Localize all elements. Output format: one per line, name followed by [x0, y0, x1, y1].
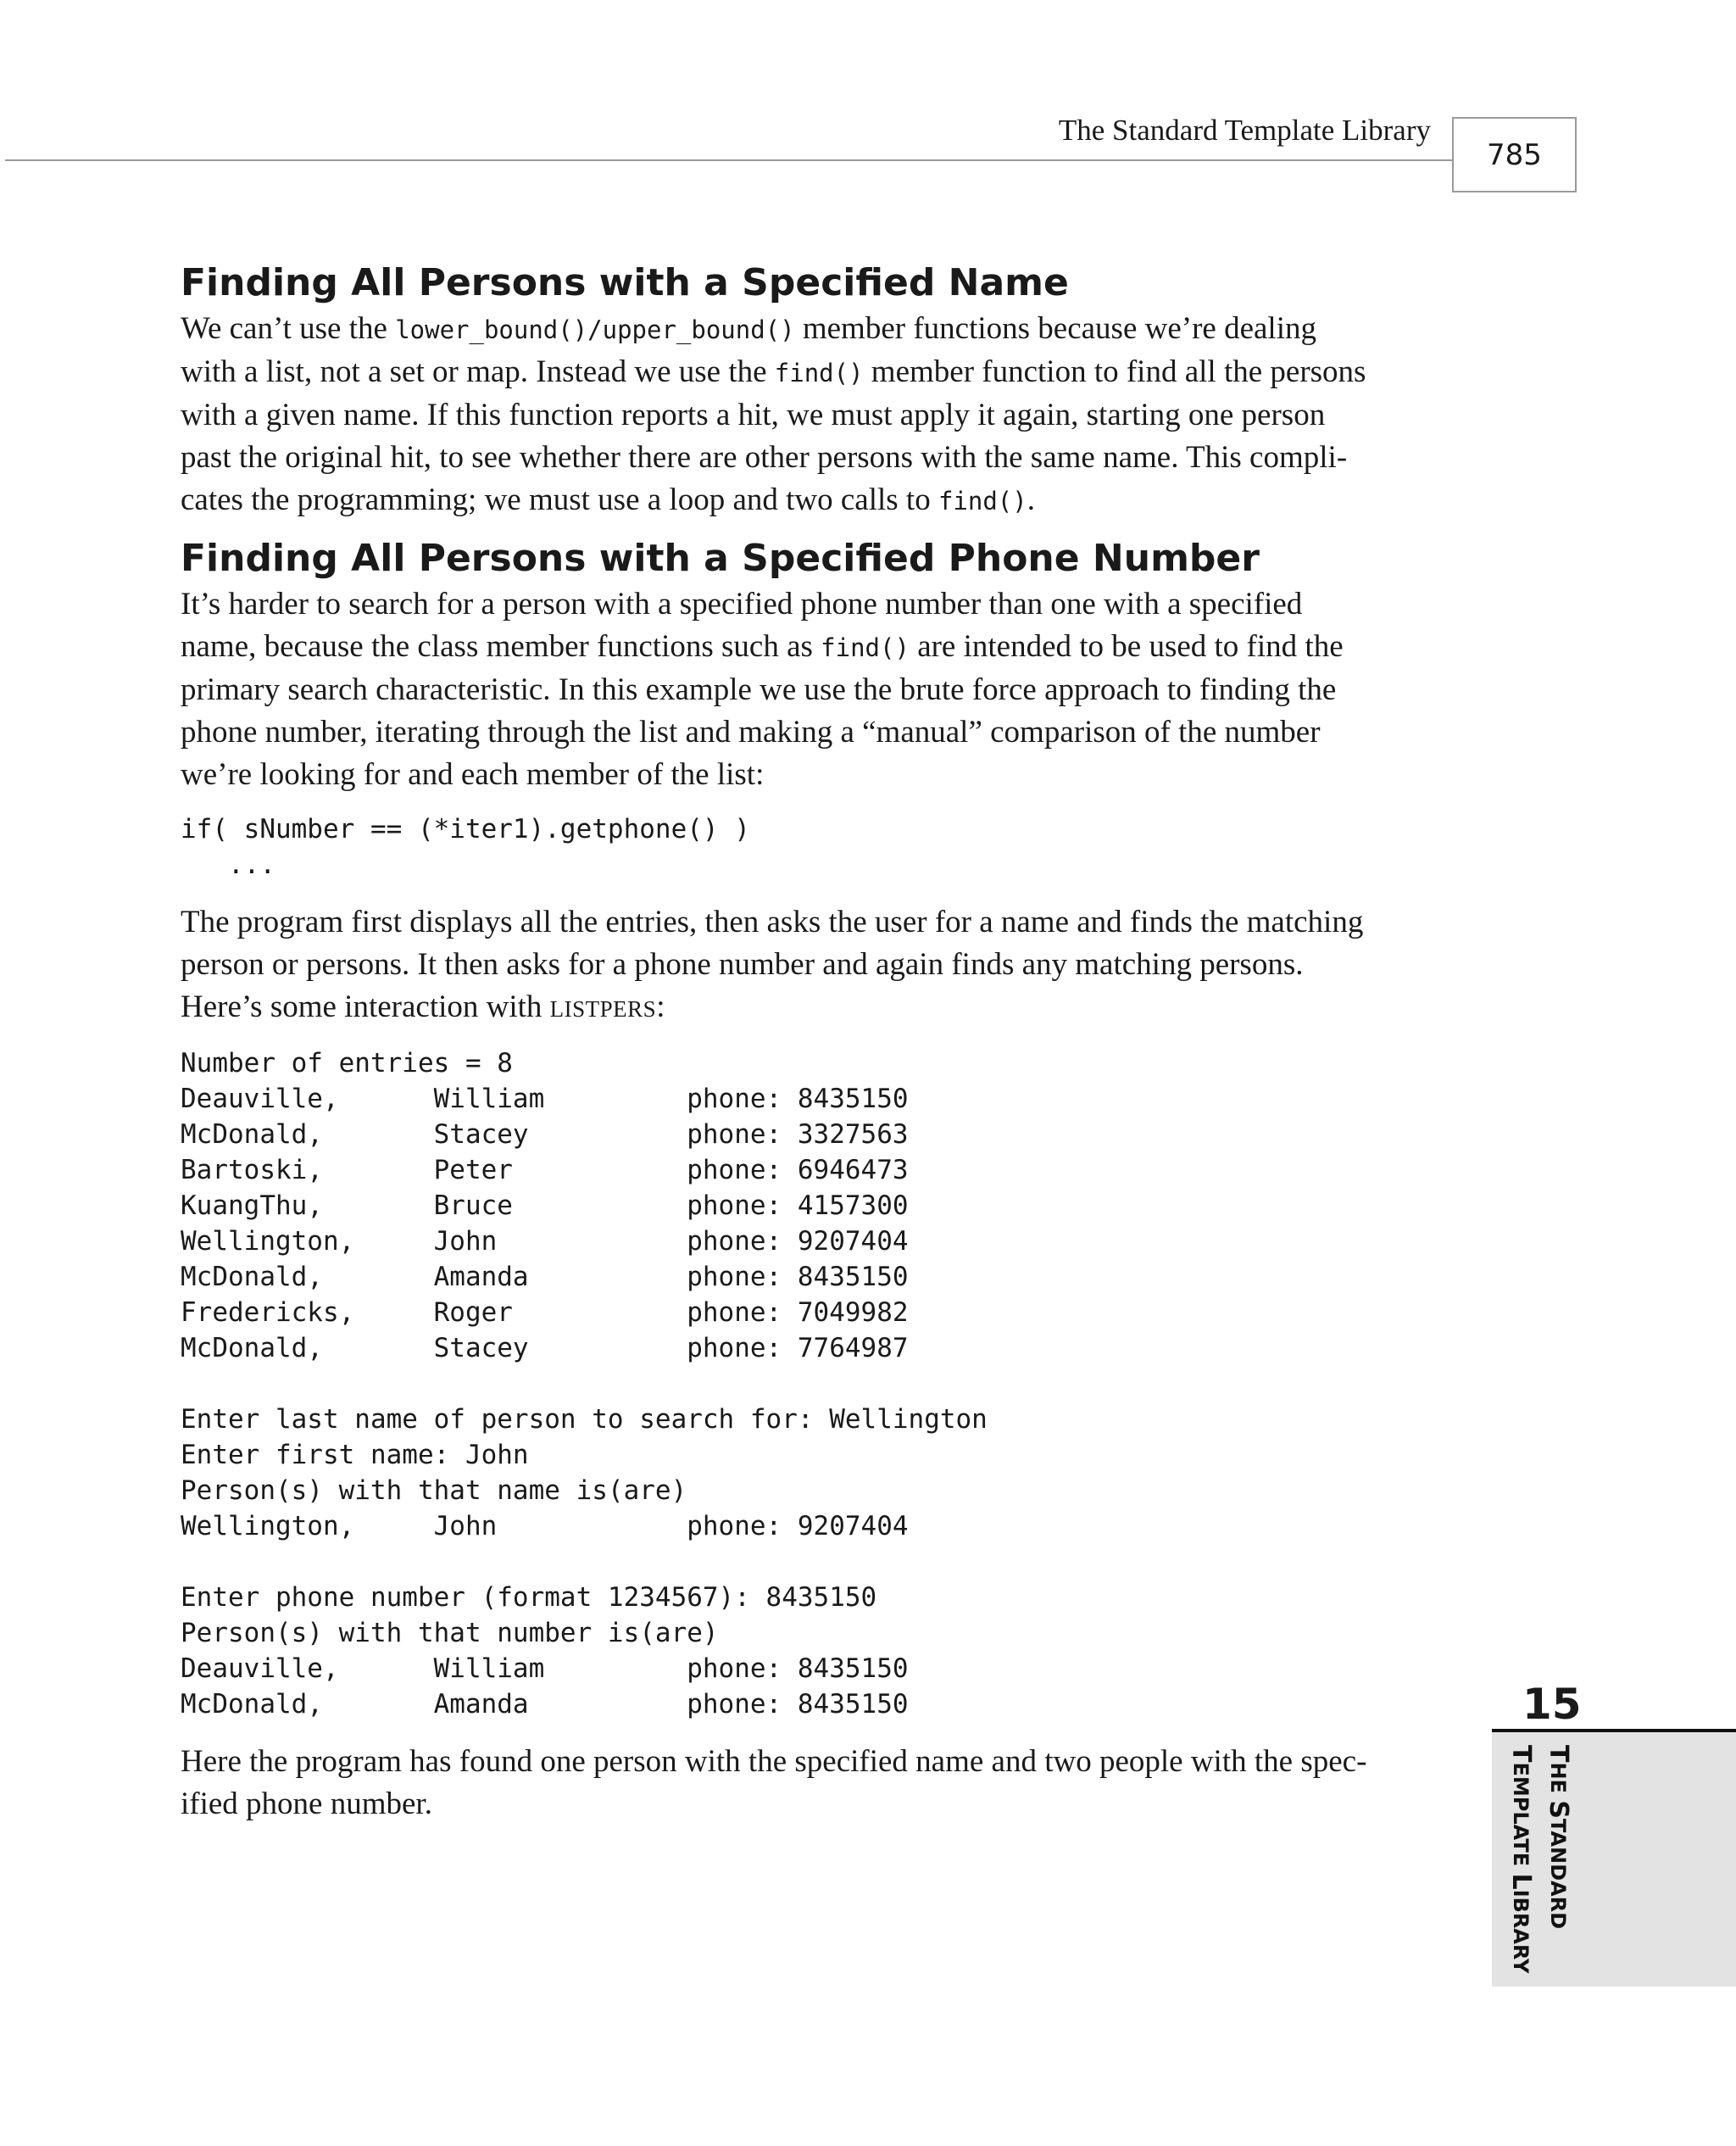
text-line: primary search characteristic. In this example we use the brute force approach to finding the: [181, 672, 1337, 707]
text-line: name, because the class member functions such as find() are intended to be used to find the: [181, 629, 1344, 664]
text-line: It’s harder to search for a person with a specified phone number than one with a specified: [181, 587, 1303, 622]
text-line: past the original hit, to see whether there are other persons with the same name. This compli-: [181, 440, 1348, 475]
text-line: We can’t use the lower_bound()/upper_bound() member functions because we’re dealing: [181, 311, 1316, 346]
text-line: with a given name. If this function reports a hit, we must apply it again, starting one person: [181, 398, 1326, 432]
text-line: The program first displays all the entries, then asks the user for a name and finds the matching: [181, 905, 1364, 939]
paragraph-conclusion: [181, 1741, 1456, 1825]
header-rule: [5, 159, 1452, 161]
paragraph-interaction-intro: [181, 901, 1456, 1030]
text-line: Here the program has found one person with the specified name and two people with the spec-: [181, 1744, 1367, 1779]
text-line: ified phone number.: [181, 1786, 432, 1821]
paragraph-name-search: [181, 308, 1456, 522]
code-snippet: if( sNumber == (*iter1).getphone() ) ...: [181, 814, 750, 880]
paragraph-phone-search: [181, 583, 1456, 796]
chapter-tab-title: [1495, 1745, 1577, 1976]
section-heading-phone-search: Finding All Persons with a Specified Phone Number: [181, 537, 1260, 580]
running-head: The Standard Template Library: [1058, 114, 1431, 147]
tab-line-1: THE STANDARD: [1544, 1745, 1573, 1929]
text-line: we’re looking for and each member of the list:: [181, 757, 765, 792]
text-line: phone number, iterating through the list and making a “manual” comparison of the number: [181, 715, 1321, 750]
chapter-number: 15: [1522, 1680, 1582, 1729]
tab-line-2: TEMPLATE LIBRARY: [1506, 1745, 1536, 1974]
section-heading-name-search: Finding All Persons with a Specified Name: [181, 261, 1069, 304]
text-line: with a list, not a set or map. Instead we use the find() member function to find all the persons: [181, 354, 1366, 389]
text-line: Here’s some interaction with LISTPERS:: [181, 989, 665, 1024]
page-body: [181, 259, 1456, 1825]
text-line: cates the programming; we must use a loop and two calls to find().: [181, 482, 1035, 517]
page-number: 785: [1452, 117, 1577, 192]
program-output: Number of entries = 8 Deauville, William phone: 8435150 McDonald, Stacey phone: 3327563 Bartoski, Peter phone: 6946473 KuangThu, Bruce phone: 4157300 Wellington, John phone: 9207404 McDonald, Amanda phone: 8435150 Fredericks, Roger phone: 7049982 McDonald, Stacey phone: 7764987 Enter last name of person to search for: Wellington Enter first name: John Person(s) with that name is(are) Wellington, John phone: 9207404 Enter phone number (format 1234567): 8435150 Person(s) with that number is(are) Deauville, William phone: 8435150 McDonald, Amanda phone: 8435150: [181, 1048, 988, 1720]
program-name: LISTPERS: [549, 996, 657, 1022]
text-line: person or persons. It then asks for a phone number and again finds any matching persons.: [181, 947, 1304, 982]
